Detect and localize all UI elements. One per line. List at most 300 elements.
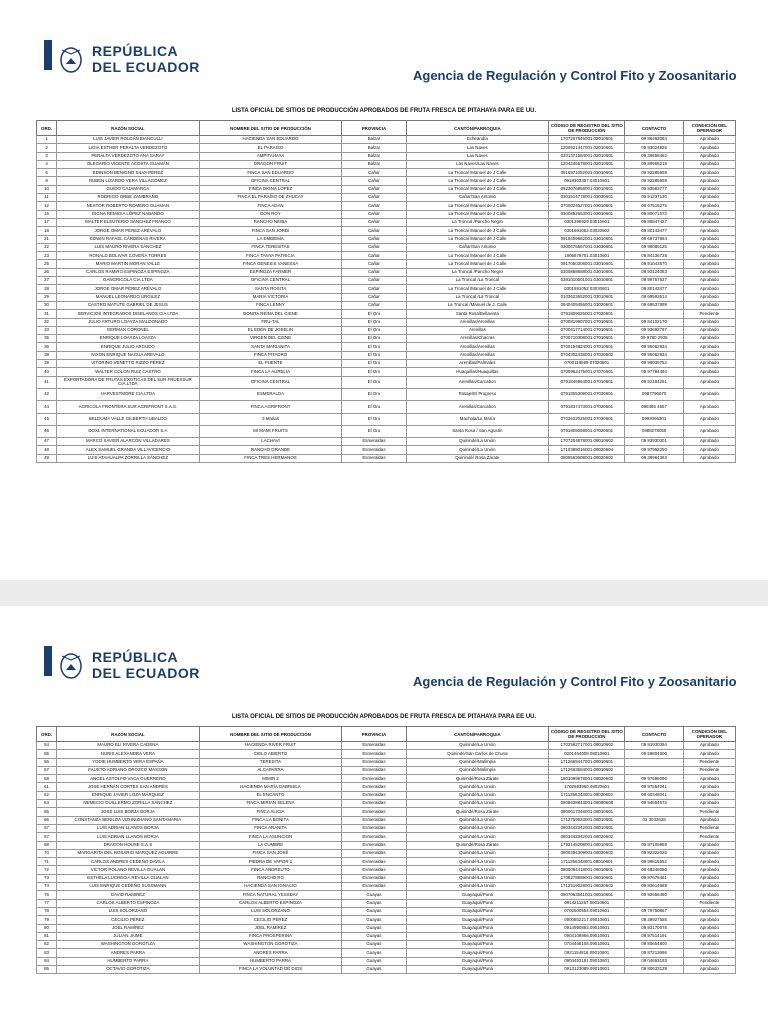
table-cell: Guayas [342,932,406,940]
table-cell: 09 92656480 [625,891,683,899]
table-row [37,874,736,882]
table-cell: 73 [37,874,57,882]
table-row [37,177,736,185]
table-cell: 3 [37,152,57,160]
table-cell: EDWIN RAFAEL CÁRDENAS RIVERA [57,235,200,243]
table-cell: Arenillas/Chacras [406,335,549,343]
table-cell: FINCA MIRIAN SELENA [199,800,342,808]
table-cell: 40 [37,368,57,376]
table-cell: DOXL INTERNATIONAL ECUADOR S.A [57,425,200,437]
table-cell: 1711356343001.08010601 [549,858,625,866]
table-cell: DON ROY [199,210,342,218]
column-header: RAZÓN SOCIAL [57,121,200,136]
table-cell: 09 87213696 [625,949,683,957]
table-cell: 1712669447001.08010601 [549,758,625,766]
table-cell: Pendiente [683,824,735,832]
table-cell: El Oro [342,425,406,437]
table-cell: 0914990863.09010601 [549,924,625,932]
table-cell: 0791846964001.07010601 [549,376,625,388]
table-cell: 46 [37,425,57,437]
table-cell: Arenillas/Carcabon [406,376,549,388]
table-cell: WASHINGTON GOROTIZA [57,941,200,949]
table-cell: Quinindé/ Rosa Zárate [406,454,549,462]
table-row [37,783,736,791]
table-cell: 39 [37,360,57,368]
table-cell: 65 [37,808,57,816]
table-cell: 30 [37,301,57,309]
table-cell: 0301691052.03020602 [549,227,625,235]
table-cell: JOEL RAMÍREZ [57,924,200,932]
table-cell: 09 80143477 [625,285,683,293]
column-header: ORD. [37,121,57,136]
table-cell: Aprobado [683,185,735,193]
column-header: CONTACTO [625,727,683,742]
table-cell: 0918303357.03010601 [549,177,625,185]
table-cell: La Troncal /Manuel de J Calle [406,235,549,243]
table-row [37,368,736,376]
table-row [37,899,736,907]
table-cell: 09 97698096 [625,775,683,783]
table-row [37,833,736,841]
table-cell: Esmeraldas [342,874,406,882]
table-cell: 0700962475001.07070601 [549,368,625,376]
column-header: RAZÓN SOCIAL [57,727,200,742]
table-cell: El Oro [342,310,406,318]
table-cell: 23 [37,252,57,260]
table-cell: Esmeraldas [342,783,406,791]
table-cell: GUIDO CAJAMARCA [57,185,200,193]
table-row [37,152,736,160]
table-cell: Quinindé/La Unión [406,791,549,799]
table-cell: FINCA ALICIA [199,808,342,816]
table-cell: Santa Rosa/Bellavista [406,310,549,318]
table-cell: Aprobado [683,446,735,454]
table-cell: Aprobado [683,218,735,226]
table-row [37,343,736,351]
table-cell: Aprobado [683,326,735,334]
table-row [37,326,736,334]
table-cell: FINCA LENNY [199,301,342,309]
table-cell: Cañar [342,185,406,193]
table-cell: VICTOR POLANO REVILLA GUALAN [57,866,200,874]
table-cell: 54 [37,742,57,750]
table-cell: 09 9780 2935 [625,335,683,343]
table-cell: HACIENDA SAN EDUARDO [199,136,342,144]
table-cell: 74 [37,883,57,891]
table-cell: 1712519028001.08020602 [549,883,625,891]
table-cell: 0201464008.08010601 [549,750,625,758]
table-cell: 0809563608001.08020602 [549,454,625,462]
table-cell: AGRICOLA FRONTERA SUR AGRIFRONT S.A.S. [57,401,200,413]
table-cell: 09 68248080 [625,866,683,874]
table-cell: Aprobado [683,318,735,326]
table-cell: Aprobado [683,866,735,874]
table-cell: 0704302438001.07020602 [549,351,625,359]
table-cell: Esmeraldas [342,800,406,808]
table-cell: LUIS JAVIER ROLDÁN BIANCULLI [57,136,200,144]
table-cell: NESTOR ROBERTO ROMERO GUAMAN [57,202,200,210]
table-cell: Arenillas/Arenillas [406,351,549,359]
column-header: CONDICIÓN DEL OPERADOR [683,727,735,742]
table-cell: Quinindé/La Unión [406,824,549,832]
table-cell: 1710398016001.08020604 [549,446,625,454]
table-cell: Pasaje/El Progreso [406,388,549,400]
table-cell: Aprobado [683,783,735,791]
table-cell: Las Naves [406,144,549,152]
table-cell: ALEX SAMUEL GRANDA VILLAVICENCIO [57,446,200,454]
page-header [0,0,768,83]
table-cell: Guayas [342,966,406,974]
table-cell: PIEDRA DE VAPOR 1 [199,858,342,866]
table-cell: Aprobado [683,924,735,932]
table-cell: La Troncal /Manuel de J Calle [406,185,549,193]
table-cell: El Oro [342,388,406,400]
table-cell: 09 80071572 [625,210,683,218]
table-cell: 22 [37,243,57,251]
table-cell: Aprobado [683,136,735,144]
table-row [37,750,736,758]
table-cell: 0918409682001.03010601 [549,235,625,243]
table-cell: JOSÉ LUIS BORJA BORJA [57,808,200,816]
republic-line-1: REPÚBLICA [92,43,179,59]
table-cell: FINCA SAN JORDI [199,227,342,235]
table-cell: EL EDÉN DE JOSELIN [199,326,342,334]
column-header: CONDICIÓN DEL OPERADOR [683,121,735,136]
table-cell: 1708278689001.08010601 [549,874,625,882]
table-cell: Aprobado [683,966,735,974]
table-cell: Cañar [342,260,406,268]
table-cell: La Troncal /Manuel de J Calle [406,227,549,235]
table-row [37,235,736,243]
table-cell: JOEL RAMÍREZ [199,924,342,932]
table-cell: Aprobado [683,235,735,243]
table-cell: ENRIQUE JULIO ARGUDO [57,343,200,351]
column-header: CÓDIGO DE REGISTRO DEL SITIO DE PRODUCCIÓN [549,121,625,136]
table-cell: 4 [37,160,57,168]
table-cell: Aprobado [683,360,735,368]
table-cell: 0300852653001.03010601 [549,210,625,218]
table-cell: MIMIR 2 [199,775,342,783]
table-cell: Aprobado [683,202,735,210]
table-cell: 09 69737984 [625,235,683,243]
table-cell: Guayaquil/Puná [406,891,549,899]
table-cell: 09 81930394 [625,742,683,750]
table-cell: Esmeraldas [342,816,406,824]
table-cell: Esmeraldas [342,858,406,866]
table-cell: 81 [37,932,57,940]
table-cell: 09 92184261 [625,376,683,388]
table-cell: 0800354309001.08020602 [549,849,625,857]
table-row [37,260,736,268]
table-cell: MANUEL LEONARDO URGILEZ [57,293,200,301]
table-row [37,858,736,866]
table-cell: Pendiente [683,833,735,841]
table-cell: OFICINA CENTRAL [199,277,342,285]
table-cell: 09 93583777 [625,185,683,193]
table-cell: HARVESTMORE CIA.LTDA [57,388,200,400]
table-row [37,791,736,799]
table-cell: Machala/La María [406,413,549,425]
table-cell: Arenillas/Arenillas [406,343,549,351]
table-cell: Cañar [342,285,406,293]
table-cell: 68 [37,841,57,849]
table-cell: La Troncal /Manuel de J Calle [406,252,549,260]
table-cell: 78 [37,907,57,915]
table-row [37,446,736,454]
table-row [37,866,736,874]
table-cell: 10 [37,185,57,193]
producers-table [36,726,736,974]
table-cell: HACIENDA MARÍA GABRIELA [199,783,342,791]
table-cell: 09 84136728 [625,252,683,260]
table-cell: 0916971052001.03010601 [549,169,625,177]
table-cell: 09 95062934 [625,351,683,359]
table-cell [625,758,683,766]
table-row [37,144,736,152]
table-cell: Guayaquil/Puná [406,924,549,932]
table-cell: Quinindé/La Unión [406,783,549,791]
table-cell: El Oro [342,335,406,343]
table-cell: Quinindé/La Unión [406,866,549,874]
table-cell: CARLOS ALBERTO ESPINOZA [199,899,342,907]
table-cell: 0803442342001.08010601 [549,824,625,832]
table-body [37,742,736,974]
table-cell: Cañar [342,218,406,226]
table-cell: 56 [37,758,57,766]
table-cell: 0700024527001.03010601 [549,202,625,210]
table-row [37,360,736,368]
table-cell: EL ENCANTO [199,791,342,799]
table-cell: Cañar [342,293,406,301]
table-cell: CECILIO PÉREZ [199,916,342,924]
agency-name: Agencia de Regulación y Control Fito y Zoosanitario [413,68,737,83]
table-cell: Aprobado [683,957,735,965]
table-cell: ESMERALDA [199,388,342,400]
table-cell: 0917050306001.03010601 [549,260,625,268]
table-cell: 1805679701.03010601 [549,252,625,260]
table-cell: El Oro [342,413,406,425]
table-cell: 09 94654672 [625,800,683,808]
table-cell: 09 69537899 [625,301,683,309]
table-cell: 09 91043570 [625,260,683,268]
table-row [37,202,736,210]
table-cell: Guayaquil/Puná [406,949,549,957]
table-cell: FAUSTO ADRIANO OROZCO MASSON [57,766,200,774]
table-cell: FINCA LA BONITA [199,816,342,824]
table-cell: Guayaquil/Puná [406,957,549,965]
coat-of-arms-icon [56,650,86,680]
table-cell: ANDRÉS PARRA [57,949,200,957]
table-cell: 15 [37,210,57,218]
table-cell: SERVICIOS INTEGRADOS DISELANOS CIA LTDA [57,310,200,318]
table-cell: WASHINGTON GOROTIZA [199,941,342,949]
table-cell: 09 04653193 [625,957,683,965]
table-cell: OLEGARIO VICENTE ACOSTA GUAMÁN [57,160,200,168]
table-cell: 0700819907001.07010601 [549,318,625,326]
table-cell: Aprobado [683,891,735,899]
table-cell: Esmeraldas [342,742,406,750]
table-cell: Esmeraldas [342,454,406,462]
table-cell: DRAGON HOUSE S.A.S [57,841,200,849]
table-cell: 44 [37,401,57,413]
table-cell: YODIE HUMBERTO VERA ESPAÑA [57,758,200,766]
table-cell: 09 59804500 [625,750,683,758]
table-cell: 27 [37,277,57,285]
table-cell: DAVID RAMIREZ [57,891,200,899]
table-cell: Quinindé/La Unión [406,858,549,866]
table-cell: 67 [37,824,57,832]
table-cell: DIGNA REMIGIA LÓPEZ NABANDO [57,210,200,218]
table-cell: 82 [37,941,57,949]
table-cell: Aprobado [683,916,735,924]
table-cell: Aprobado [683,351,735,359]
producers-table [36,120,736,463]
table-cell: Guayaquil/Puná [406,907,549,915]
table-cell: Pendiente [683,808,735,816]
table-cell: ALCAPARRA [199,766,342,774]
table-cell: FINCA NATURAL YESSDAY [199,891,342,899]
table-cell: La Troncal /Manuel de J Calle [406,260,549,268]
table-cell: 0791805309001.07030601 [549,388,625,400]
table-cell: Aprobado [683,210,735,218]
table-cell: 09 93692797 [625,326,683,334]
table-cell: Esmeraldas [342,438,406,446]
table-cell: 42 [37,388,57,400]
table-cell: EL PARAISO [199,144,342,152]
table-cell: CONSTANZA BENILDA VIZHNIZHANO SANTAMARIA [57,816,200,824]
table-cell: Aprobado [683,849,735,857]
table-cell: Quinindé/La Unión [406,849,549,857]
table-row [37,136,736,144]
table-cell: MARIO MARTIN MORAN VALLE [57,260,200,268]
table-cell: Aprobado [683,425,735,437]
table-cell: 09 97554041 [625,783,683,791]
table-cell: 38 [37,351,57,359]
table-cell: 0700116599.07020601 [549,360,625,368]
table-cell: Cañar [342,202,406,210]
table-cell: El Oro [342,351,406,359]
table-row [37,268,736,276]
table-cell: 0301295929.03010601 [549,218,625,226]
table-cell: Quinindé/La Unión [406,742,549,750]
table-cell: Aprobado [683,454,735,462]
table-cell: CARLOS ANDRES CEDEÑO DAVILA [57,858,200,866]
table-cell: Aprobado [683,841,735,849]
table-cell: 09 84102170 [625,318,683,326]
table-row [37,824,736,832]
table-cell: La Troncal /La Troncal [406,277,549,285]
table-row [37,376,736,388]
table-cell: 58 [37,775,57,783]
table-cell: ANGEL ASTOLFO VACA GUERRERO [57,775,200,783]
table-cell: Quinindé/La Unión [406,800,549,808]
table-cell: Quinindé/La Unión [406,438,549,446]
table-cell: El Oro [342,326,406,334]
table-cell: LUIS MAURO RIVERA SÁNCHEZ [57,243,200,251]
table-cell: OCTAVIO GOROTIZA [57,966,200,974]
table-cell: Quinindé/La Unión [406,816,549,824]
table-cell: 0703632025001.07030601 [549,413,625,425]
table-cell: 48 [37,446,57,454]
table-cell: 1204246578001.02010601 [549,160,625,168]
table-row [37,766,736,774]
table-row [37,758,736,766]
table-cell: Aprobado [683,816,735,824]
column-header: CÓDIGO DE REGISTRO DEL SITIO DE PRODUCCIÓN [549,727,625,742]
table-cell: 09 67518275 [625,202,683,210]
table-cell: 0791837473001.07020601 [549,401,625,413]
table-cell: 0301691052.03030601 [549,285,625,293]
table-cell: 1712663584001.08010602 [549,766,625,774]
table-cell: 0700710308001.07010601 [549,335,625,343]
table-cell: 84 [37,957,57,965]
republic-line-1: REPÚBLICA [92,649,179,665]
table-cell: 0704468108.09010601 [549,941,625,949]
table-cell: RANCHO RG [199,874,342,882]
table-cell: Guayas [342,899,406,907]
table-cell: 0791809058001.07020601 [549,425,625,437]
table-cell: 64 [37,800,57,808]
table-cell: FINCA PROSPERINA [199,932,342,940]
table-row [37,413,736,425]
table-cell: SANTA MARIANITA [199,343,342,351]
table-cell: Arenillas/Arenillas [406,318,549,326]
table-cell: 1702983960.08020601 [549,783,625,791]
table-cell: 26 [37,268,57,276]
table-cell: 0803442342001.08020602 [549,833,625,841]
table-cell: 80 [37,924,57,932]
table-cell: El Oro [342,360,406,368]
table-row [37,252,736,260]
table-cell: Balzar [342,152,406,160]
table-cell: HUMBERTO PARRA [199,957,342,965]
table-cell: LUIS ATAHUALPA ZORRILLA SÁNCHEZ [57,454,200,462]
table-cell: Quinindé/Rosa Zárate [406,808,549,816]
table-cell: Aprobado [683,227,735,235]
table-cell: 02 3032628 [625,816,683,824]
document-page-1 [0,0,768,500]
table-cell: Aprobado [683,438,735,446]
table-cell: Cañar [342,301,406,309]
column-header: NOMBRE DEL SITIO DE PRODUCCIÓN [199,121,342,136]
table-cell: Guayas [342,907,406,915]
table-cell: EL PUENTE [199,360,342,368]
table-row [37,932,736,940]
table-cell: Guayas [342,924,406,932]
table-cell: FINCA DIGNA LÓPEZ [199,185,342,193]
table-cell: La Troncal /Manuel de J Calle [406,285,549,293]
table-cell: Pendiente [683,766,735,774]
table-cell: Guayaquil/Puná [406,941,549,949]
table-cell: Aprobado [683,742,735,750]
table-row [37,285,736,293]
table-cell: LA CUMBRE [199,841,342,849]
table-cell: La Troncal /Manuel de J Calle [406,177,549,185]
table-cell: Esmeraldas [342,766,406,774]
document-title: LISTA OFICIAL DE SITIOS DE PRODUCCIÓN APROBADOS DE FRUTA FRESCA DE PITAHAYA PARA EE UU. [231,714,537,720]
table-cell: FINCA LA VOLUNTAD DE DIOS [199,966,342,974]
document-page-2 [0,606,768,1024]
table-cell: Esmeraldas [342,833,406,841]
table-cell: Aprobado [683,949,735,957]
table-cell: OFICINA CENTRAL [199,177,342,185]
table-cell: CARLOS ALBERTO ESPINOZA [57,899,200,907]
table-cell: Aprobado [683,376,735,388]
table-cell: Aprobado [683,791,735,799]
table-body [37,136,736,463]
table-cell: Aprobado [683,194,735,202]
table-cell: 79 [37,916,57,924]
